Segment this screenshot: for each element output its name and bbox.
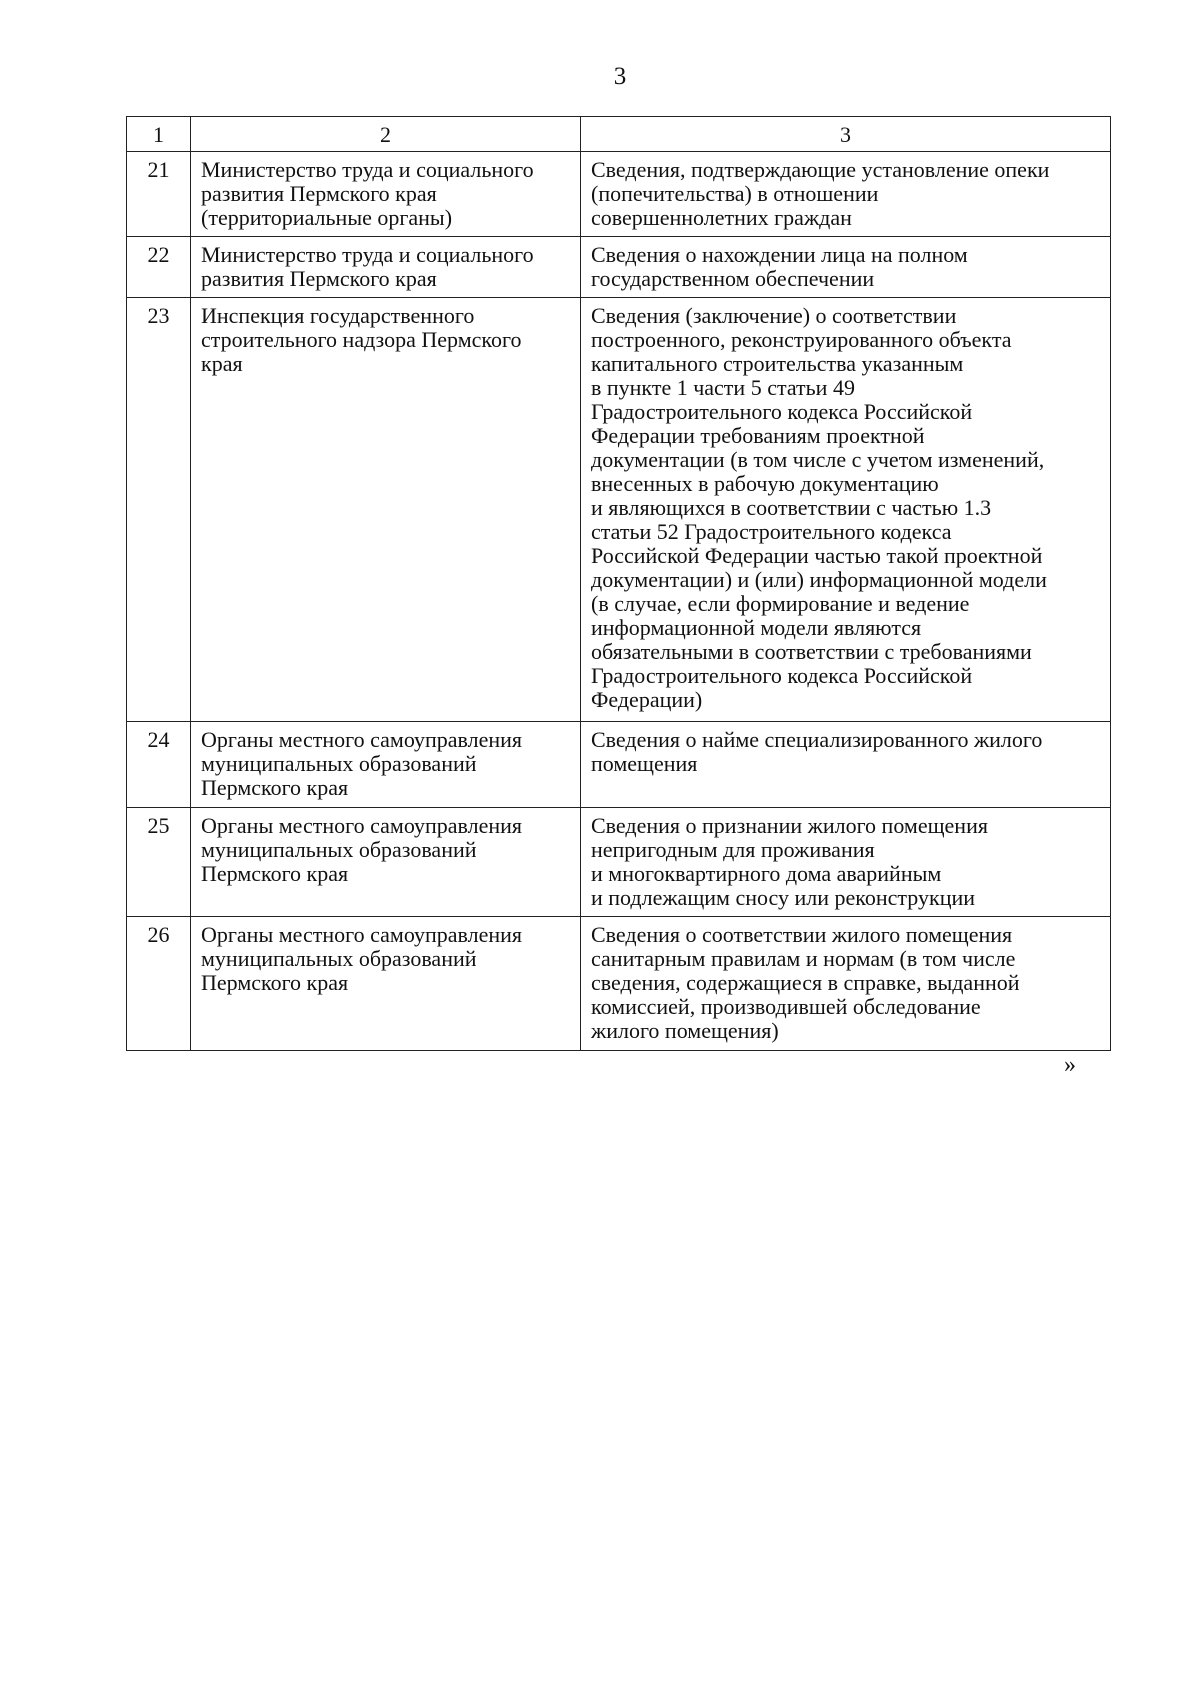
organ-cell: Органы местного самоуправления муниципальных образований Пермского края xyxy=(191,722,581,808)
document-table xyxy=(126,116,1111,1051)
table-row xyxy=(127,152,1111,237)
organ-cell: Органы местного самоуправления муниципальных образований Пермского края xyxy=(191,808,581,917)
row-number: 22 xyxy=(127,237,191,298)
organ-cell: Министерство труда и социального развития Пермского края (территориальные органы) xyxy=(191,152,581,237)
row-number: 26 xyxy=(127,917,191,1051)
row-number: 24 xyxy=(127,722,191,808)
table-header xyxy=(127,117,1111,152)
header-col-2: 2 xyxy=(191,117,581,152)
info-cell: Сведения, подтверждающие установление опеки (попечительства) в отношении совершеннолетних граждан xyxy=(581,152,1111,237)
table-row xyxy=(127,808,1111,917)
row-number: 21 xyxy=(127,152,191,237)
table-row xyxy=(127,722,1111,808)
header-col-1: 1 xyxy=(127,117,191,152)
table-row xyxy=(127,237,1111,298)
organ-cell: Органы местного самоуправления муниципальных образований Пермского края xyxy=(191,917,581,1051)
page-number: 3 xyxy=(613,63,627,90)
header-col-3: 3 xyxy=(581,117,1111,152)
info-cell: Сведения о признании жилого помещения непригодным для проживания и многоквартирного дома аварийным и подлежащим сносу или реконструкции xyxy=(581,808,1111,917)
row-number: 23 xyxy=(127,298,191,722)
info-cell: Сведения (заключение) о соответствии построенного, реконструированного объекта капитального строительства указанным в пункте 1 части 5 статьи 49 Градостроительного кодекса Российской Федерации требованиям проектной документации (в том числе с учетом изменений, внесенных в рабочую документацию и являющихся в соответствии с частью 1.3 статьи 52 Градостроительного кодекса Российской Федерации частью такой проектной документации) и (или) информационной модели (в случае, если формирование и ведение информационной модели являются обязательными в соответствии с требованиями Градостроительного кодекса Российской Федерации) xyxy=(581,298,1111,722)
closing-quote-mark: » xyxy=(1064,1052,1076,1078)
info-cell: Сведения о соответствии жилого помещения санитарным правилам и нормам (в том числе сведения, содержащиеся в справке, выданной комиссией, производившей обследование жилого помещения) xyxy=(581,917,1111,1051)
info-cell: Сведения о нахождении лица на полном государственном обеспечении xyxy=(581,237,1111,298)
table-body xyxy=(127,152,1111,1051)
organ-cell: Инспекция государственного строительного надзора Пермского края xyxy=(191,298,581,722)
info-cell: Сведения о найме специализированного жилого помещения xyxy=(581,722,1111,808)
table-row xyxy=(127,917,1111,1051)
header-row xyxy=(127,117,1111,152)
row-number: 25 xyxy=(127,808,191,917)
table-row xyxy=(127,298,1111,722)
organ-cell: Министерство труда и социального развития Пермского края xyxy=(191,237,581,298)
